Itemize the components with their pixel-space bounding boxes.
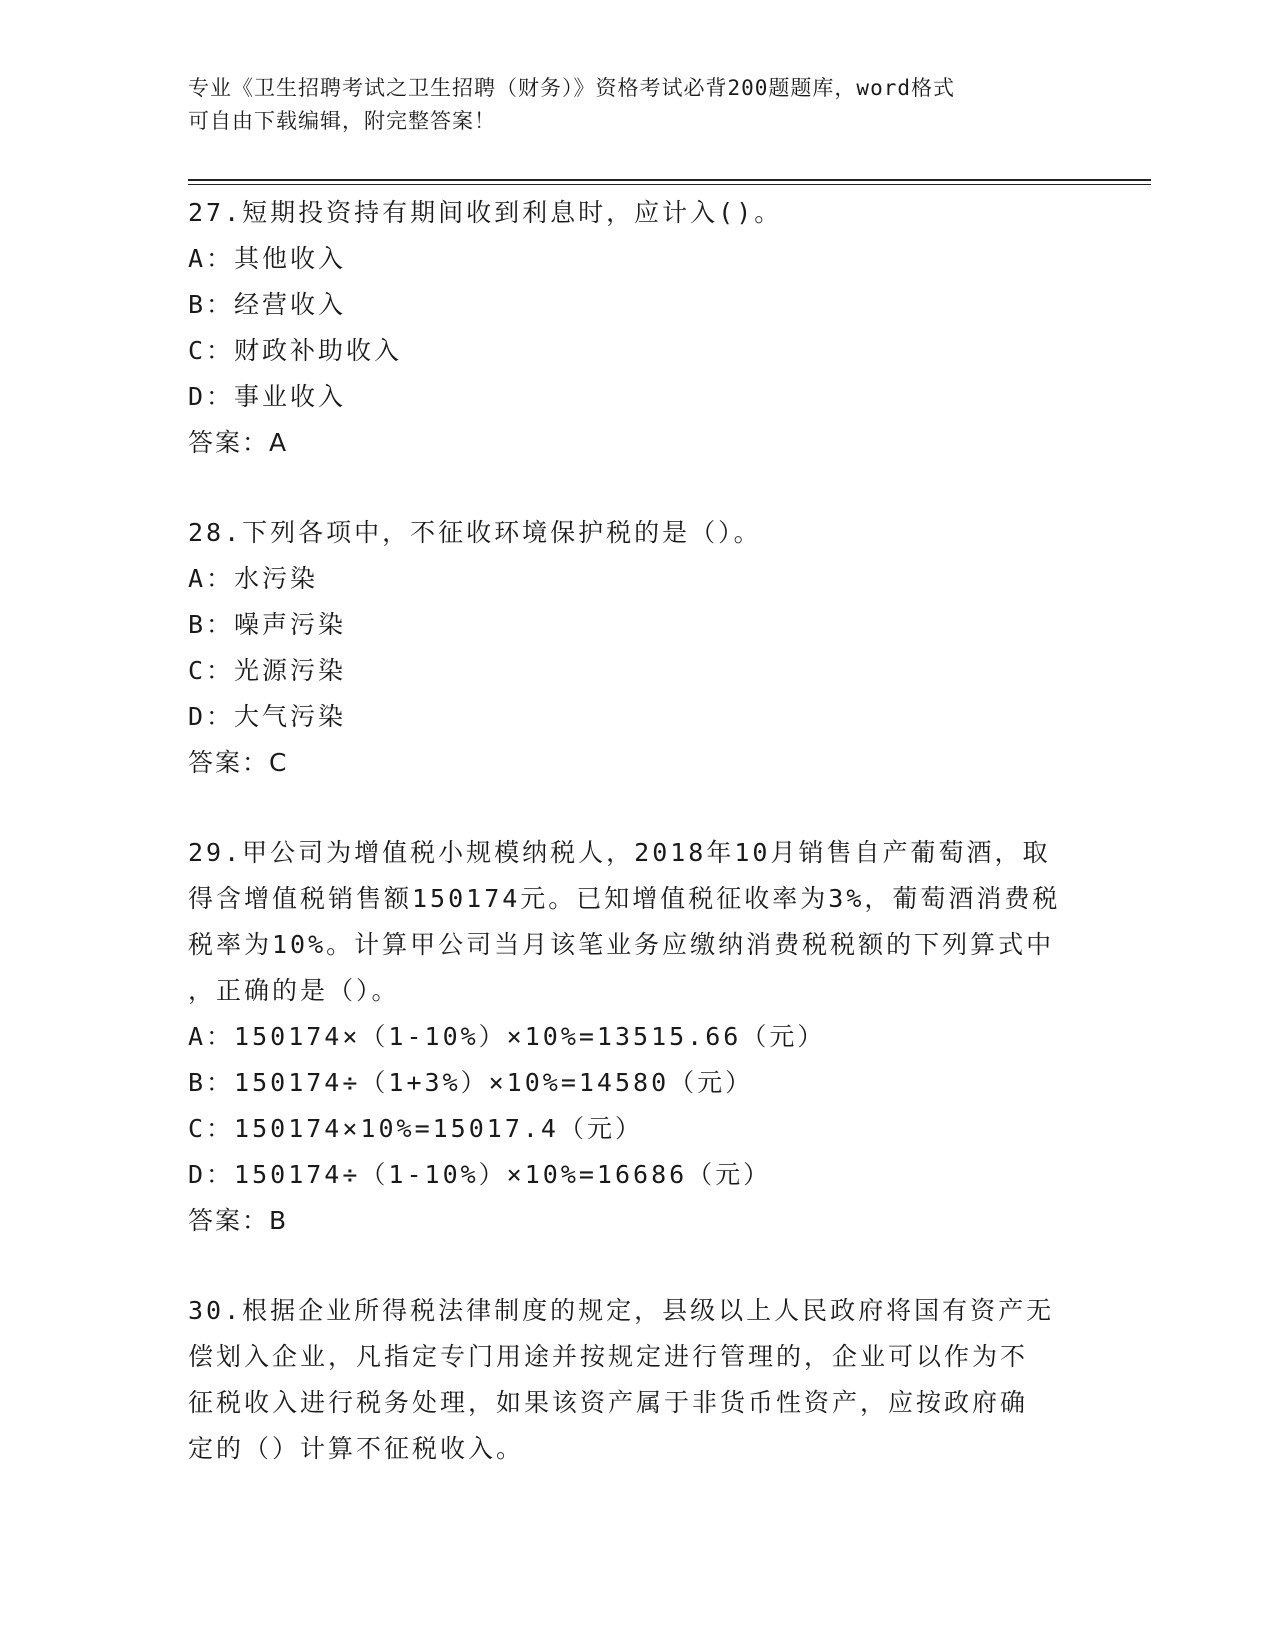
question-stem-line-3: 税率为10%。计算甲公司当月该笔业务应缴纳消费税税额的下列算式中 <box>188 930 1055 959</box>
option-d: D：事业收入 <box>188 382 347 411</box>
option-c: C：150174×10%=15017.4（元） <box>188 1114 643 1143</box>
option-a: A：150174×（1-10%）×10%=13515.66（元） <box>188 1022 826 1051</box>
question-spacer <box>188 786 1088 830</box>
header-divider-thick <box>188 179 1151 181</box>
answer-line: 答案：C <box>188 748 289 777</box>
answer-line: 答案：B <box>188 1206 289 1235</box>
question-28 <box>188 510 1088 786</box>
option-b: B：经营收入 <box>188 290 347 319</box>
header-divider-thin <box>188 184 1151 185</box>
header-line-1: 专业《卫生招聘考试之卫生招聘（财务）》资格考试必背200题题库，word格式 <box>188 76 955 100</box>
question-stem-line-4: 定的（）计算不征税收入。 <box>188 1434 525 1463</box>
question-stem-line-1: 30.根据企业所得税法律制度的规定，县级以上人民政府将国有资产无 <box>188 1296 1055 1325</box>
question-29 <box>188 830 1088 1244</box>
question-27 <box>188 190 1088 466</box>
question-stem: 27.短期投资持有期间收到利息时，应计入()。 <box>188 198 783 227</box>
option-a: A：水污染 <box>188 564 319 593</box>
question-stem-line-3: 征税收入进行税务处理，如果该资产属于非货币性资产，应按政府确 <box>188 1388 1029 1417</box>
question-stem-line-2: 得含增值税销售额150174元。已知增值税征收率为3%，葡萄酒消费税 <box>188 884 1061 913</box>
question-stem-line-4: ，正确的是（）。 <box>188 976 400 1005</box>
option-c: C：光源污染 <box>188 656 347 685</box>
question-stem-line-1: 29.甲公司为增值税小规模纳税人，2018年10月销售自产葡萄酒，取 <box>188 838 1051 867</box>
option-a: A：其他收入 <box>188 244 347 273</box>
header-line-2: 可自由下载编辑，附完整答案！ <box>188 109 496 133</box>
option-b: B：噪声污染 <box>188 610 347 639</box>
option-b: B：150174÷（1+3%）×10%=14580（元） <box>188 1068 754 1097</box>
question-stem-line-2: 偿划入企业，凡指定专门用途并按规定进行管理的，企业可以作为不 <box>188 1342 1029 1371</box>
question-spacer <box>188 1244 1088 1288</box>
option-d: D：大气污染 <box>188 702 347 731</box>
question-stem: 28.下列各项中，不征收环境保护税的是（）。 <box>188 518 762 547</box>
question-30 <box>188 1288 1088 1472</box>
option-d: D：150174÷（1-10%）×10%=16686（元） <box>188 1160 772 1189</box>
document-header <box>188 72 1088 138</box>
answer-line: 答案：A <box>188 428 289 457</box>
question-list <box>188 190 1088 1472</box>
question-spacer <box>188 466 1088 510</box>
option-c: C：财政补助收入 <box>188 336 403 365</box>
